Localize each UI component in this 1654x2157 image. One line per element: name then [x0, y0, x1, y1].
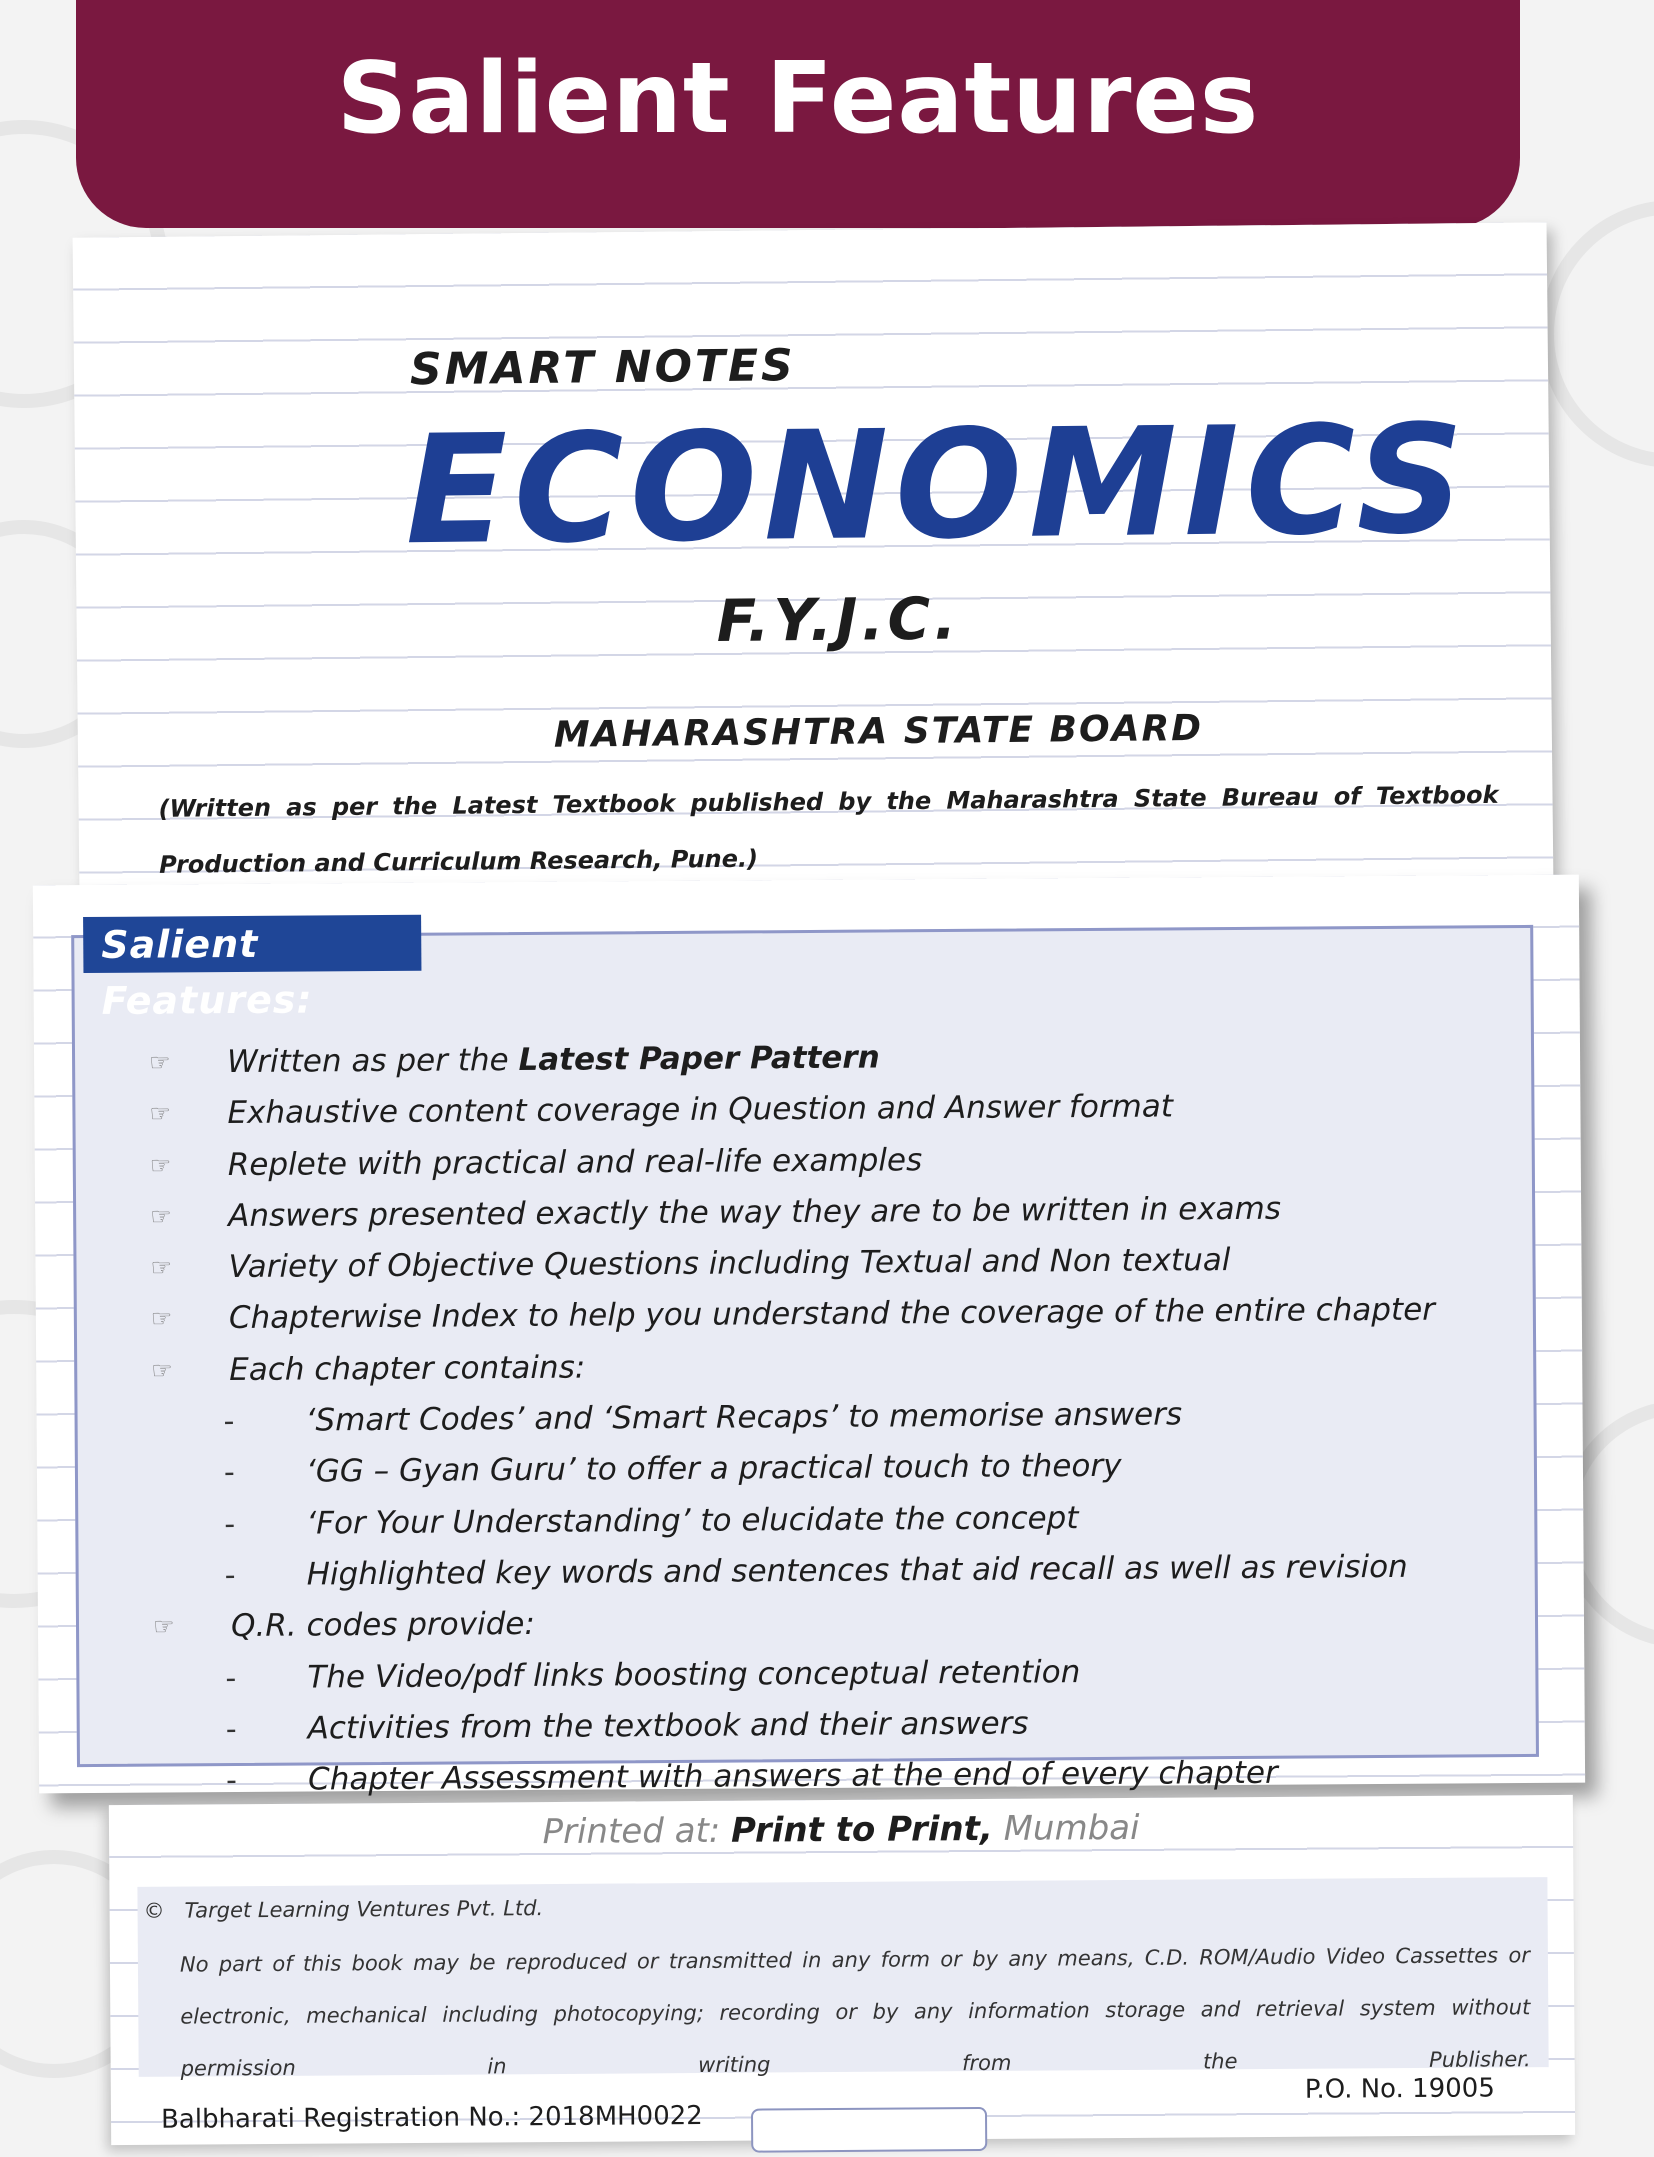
feature-text: Answers presented exactly the way they are to be written in exams: [228, 1190, 1282, 1234]
banner-title: Salient Features: [336, 42, 1260, 156]
stamp-box: [751, 2107, 987, 2153]
feature-text: ‘GG – Gyan Guru’ to offer a practical touch to theory: [305, 1448, 1122, 1490]
header-banner: [76, 0, 1520, 228]
publisher-name: Target Learning Ventures Pvt. Ltd.: [184, 1896, 544, 1923]
pointing-hand-icon: ☞: [149, 1151, 172, 1180]
dash-bullet: -: [224, 1506, 236, 1542]
feature-text: The Video/pdf links boosting conceptual retention: [307, 1653, 1081, 1696]
printer-name: Print to Print,: [730, 1808, 993, 1851]
feature-text: ‘For Your Understanding’ to elucidate the concept: [306, 1499, 1079, 1542]
pointing-hand-icon: ☞: [150, 1202, 172, 1231]
feature-text: Chapterwise Index to help you understand the coverage of the entire chapter: [228, 1292, 1436, 1337]
pointing-hand-icon: ☞: [151, 1356, 173, 1385]
pointing-hand-icon: ☞: [152, 1612, 175, 1641]
subject-title: ECONOMICS: [404, 393, 1472, 579]
feature-text: Variety of Objective Questions including Textual and Non textual: [228, 1242, 1231, 1286]
dash-bullet: -: [225, 1763, 238, 1799]
background-swirl: [1540, 200, 1654, 468]
copyright-box: [137, 1877, 1548, 2081]
printer-city: Mumbai: [1003, 1807, 1140, 1849]
features-card: [33, 875, 1585, 1799]
registration-number: Balbharati Registration No.: 2018MH0022: [160, 2100, 703, 2135]
dash-bullet: -: [225, 1711, 237, 1747]
printed-label: Printed at:: [542, 1810, 721, 1853]
pointing-hand-icon: ☞: [148, 1048, 171, 1077]
feature-text: Written as per the: [226, 1042, 519, 1081]
feature-text: Q.R. codes provide:: [230, 1606, 535, 1645]
feature-text: Each chapter contains:: [229, 1349, 586, 1388]
imprint-card: [109, 1795, 1575, 2145]
po-number: P.O. No. 19005: [1304, 2073, 1495, 2105]
features-list: [135, 1028, 1520, 1807]
dash-bullet: -: [223, 1404, 235, 1440]
feature-text: Exhaustive content coverage in Question and Answer format: [227, 1088, 1174, 1132]
feature-text: ‘Smart Codes’ and ‘Smart Recaps’ to memorise answers: [305, 1396, 1183, 1439]
rights-statement: No part of this book may be reproduced or transmitted in any form or by any means, C.D. ROM/Audio Video Cassettes or electronic, mechanical including photocopying; recording or by any information storage and retrieval system without permission in writing from the Publisher.: [179, 1943, 1531, 2081]
dash-bullet: -: [224, 1557, 236, 1594]
features-box: [71, 925, 1539, 1799]
dash-bullet: -: [225, 1660, 237, 1696]
feature-text: Chapter Assessment with answers at the end of every chapter: [307, 1754, 1278, 1798]
feature-bold-text: Latest Paper Pattern: [518, 1039, 880, 1079]
feature-text: Highlighted key words and sentences that aid recall as well as revision: [306, 1548, 1408, 1593]
features-heading: Salient Features:: [83, 915, 421, 973]
printed-at-line: [109, 1805, 1573, 1855]
standard-label: F.Y.J.C.: [716, 584, 961, 656]
copyright-line: [143, 1896, 543, 1923]
cover-card: [73, 222, 1554, 897]
dash-bullet: -: [223, 1455, 235, 1491]
pointing-hand-icon: ☞: [150, 1304, 173, 1334]
pointing-hand-icon: ☞: [150, 1253, 173, 1282]
copyright-icon: ©: [143, 1898, 165, 1923]
board-label: MAHARASHTRA STATE BOARD: [553, 707, 1204, 756]
series-label: SMART NOTES: [409, 340, 796, 396]
feature-text: Replete with practical and real-life examples: [227, 1141, 923, 1183]
textbook-note: (Written as per the Latest Textbook published by the Maharashtra State Bureau of Textbook Production and Curriculum Research, Pune.): [158, 780, 1499, 879]
feature-text: Activities from the textbook and their answers: [307, 1705, 1029, 1747]
pointing-hand-icon: ☞: [149, 1099, 172, 1128]
